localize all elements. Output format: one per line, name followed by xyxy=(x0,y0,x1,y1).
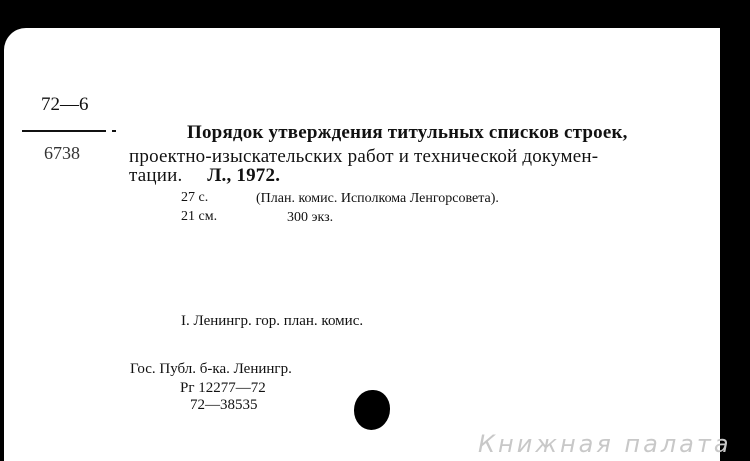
copies: 300 экз. xyxy=(287,210,334,225)
imprint: Л., 1972. xyxy=(207,165,281,186)
title-line-2: проектно-изыскательских работ и технической докумен- xyxy=(129,146,599,167)
subject-heading: I. Ленингр. гор. план. комис. xyxy=(181,313,364,329)
code-divider xyxy=(22,130,106,132)
publisher-note: (План. комис. Исполкома Ленгорсовета). xyxy=(256,191,499,206)
accession-number: 72—38535 xyxy=(190,397,258,413)
card-number: 6738 xyxy=(44,143,80,163)
pages: 27 с. xyxy=(181,190,209,205)
rg-number: Рг 12277—72 xyxy=(180,380,266,396)
library-name: Гос. Публ. б-ка. Ленингр. xyxy=(130,361,292,377)
classification-code: 72—6 xyxy=(41,94,89,115)
title-line-1: Порядок утверждения титульных списков строек, xyxy=(187,122,628,143)
size: 21 см. xyxy=(181,209,218,224)
title-line-3 xyxy=(129,165,280,187)
title-end: тации. xyxy=(129,165,183,186)
faded-stamp: Книжная палата xyxy=(478,430,732,458)
code-divider-dot xyxy=(112,130,116,132)
scan-border xyxy=(720,30,750,461)
